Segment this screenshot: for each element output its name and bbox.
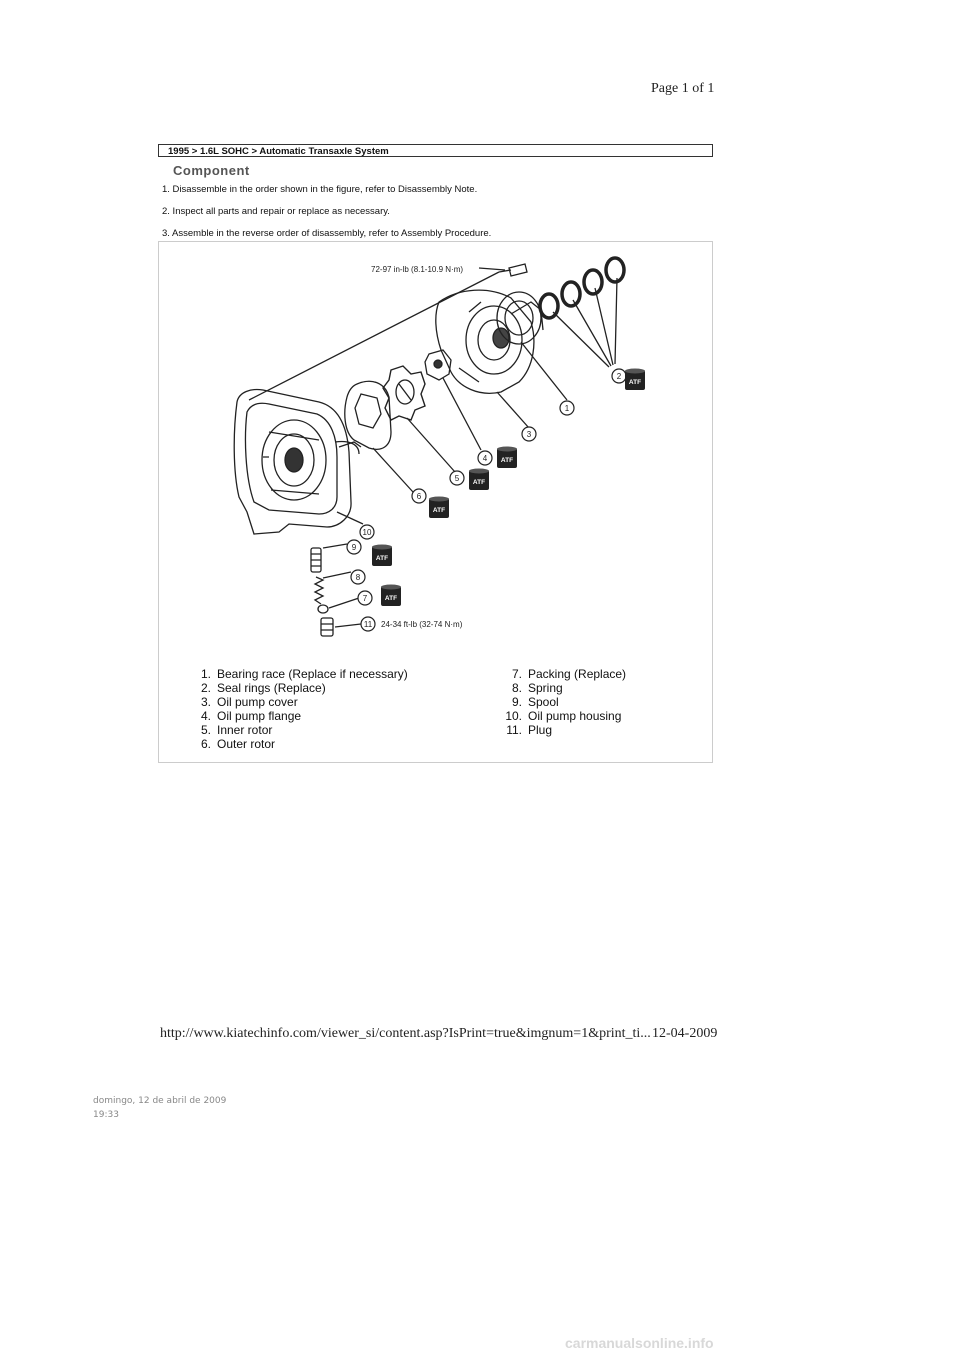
legend-item: 1. Bearing race (Replace if necessary) <box>200 667 408 681</box>
svg-text:ATF: ATF <box>472 479 486 486</box>
legend-item: 2. Seal rings (Replace) <box>200 681 326 695</box>
callout-3: 3 <box>526 430 532 439</box>
legend-item: 5. Inner rotor <box>200 723 273 737</box>
seal-rings-illustration <box>540 258 624 318</box>
onenote-date: domingo, 12 de abril de 2009 <box>93 1096 227 1106</box>
atf-can-icon <box>372 545 392 567</box>
page-number: Page 1 of 1 <box>651 81 715 96</box>
svg-text:ATF: ATF <box>628 379 642 386</box>
oil-pump-flange-illustration <box>425 350 451 380</box>
atf-can-icon <box>381 585 401 607</box>
atf-can-icon <box>497 447 517 469</box>
spring-illustration <box>315 577 323 604</box>
callout-8: 8 <box>355 573 361 582</box>
footer-date: 12-04-2009 <box>652 1026 718 1041</box>
svg-text:ATF: ATF <box>500 457 514 464</box>
exploded-view-drawing <box>159 242 712 662</box>
legend-item: 4. Oil pump flange <box>200 709 302 723</box>
svg-text:ATF: ATF <box>384 595 398 602</box>
legend-item: 11. Plug <box>506 723 553 737</box>
footer-url: http://www.kiatechinfo.com/viewer_si/content.asp?IsPrint=true&imgnum=1&print_ti... <box>160 1026 651 1041</box>
component-figure <box>158 241 713 763</box>
torque-spec-top: 72-97 in-lb (8.1-10.9 N·m) <box>371 265 464 274</box>
callout-7: 7 <box>362 594 368 603</box>
atf-can-icon <box>429 497 449 519</box>
legend-item: 9. Spool <box>511 695 559 709</box>
breadcrumb: 1995 > 1.6L SOHC > Automatic Transaxle System <box>158 144 713 157</box>
legend-item: 10. Oil pump housing <box>505 709 622 723</box>
procedure-step: 1. Disassemble in the order shown in the figure, refer to Disassembly Note. <box>162 184 478 195</box>
callout-11: 11 <box>363 620 373 629</box>
legend-item: 8. Spring <box>511 681 563 695</box>
packing-illustration <box>318 605 328 613</box>
callout-1: 1 <box>564 404 570 413</box>
oil-pump-housing-illustration <box>234 390 361 535</box>
callout-4: 4 <box>482 454 488 463</box>
torque-spec-bottom: 24-34 ft-lb (32-74 N·m) <box>381 620 463 629</box>
legend-item: 7. Packing (Replace) <box>511 667 627 681</box>
outer-rotor-illustration <box>345 381 391 449</box>
watermark: carmanualsonline.info <box>565 1335 714 1351</box>
legend-left <box>197 667 408 751</box>
svg-text:ATF: ATF <box>375 555 389 562</box>
section-title: Component <box>173 163 250 178</box>
callout-9: 9 <box>351 543 357 552</box>
callout-6: 6 <box>416 492 422 501</box>
onenote-time: 19:33 <box>93 1110 119 1120</box>
procedure-step: 3. Assemble in the reverse order of disassembly, refer to Assembly Procedure. <box>162 228 492 239</box>
bearing-race-illustration <box>497 292 541 344</box>
procedure-step: 2. Inspect all parts and repair or replace as necessary. <box>162 206 390 217</box>
legend-item: 6. Outer rotor <box>200 737 276 751</box>
callout-5: 5 <box>454 474 460 483</box>
legend-item: 3. Oil pump cover <box>200 695 298 709</box>
callout-10: 10 <box>362 528 372 537</box>
spool-illustration <box>311 548 321 572</box>
atf-can-icon <box>469 469 489 491</box>
legend-right <box>502 667 626 737</box>
svg-text:ATF: ATF <box>432 507 446 514</box>
callout-2: 2 <box>616 372 622 381</box>
plug-illustration <box>321 618 333 636</box>
atf-can-icon <box>625 369 645 391</box>
